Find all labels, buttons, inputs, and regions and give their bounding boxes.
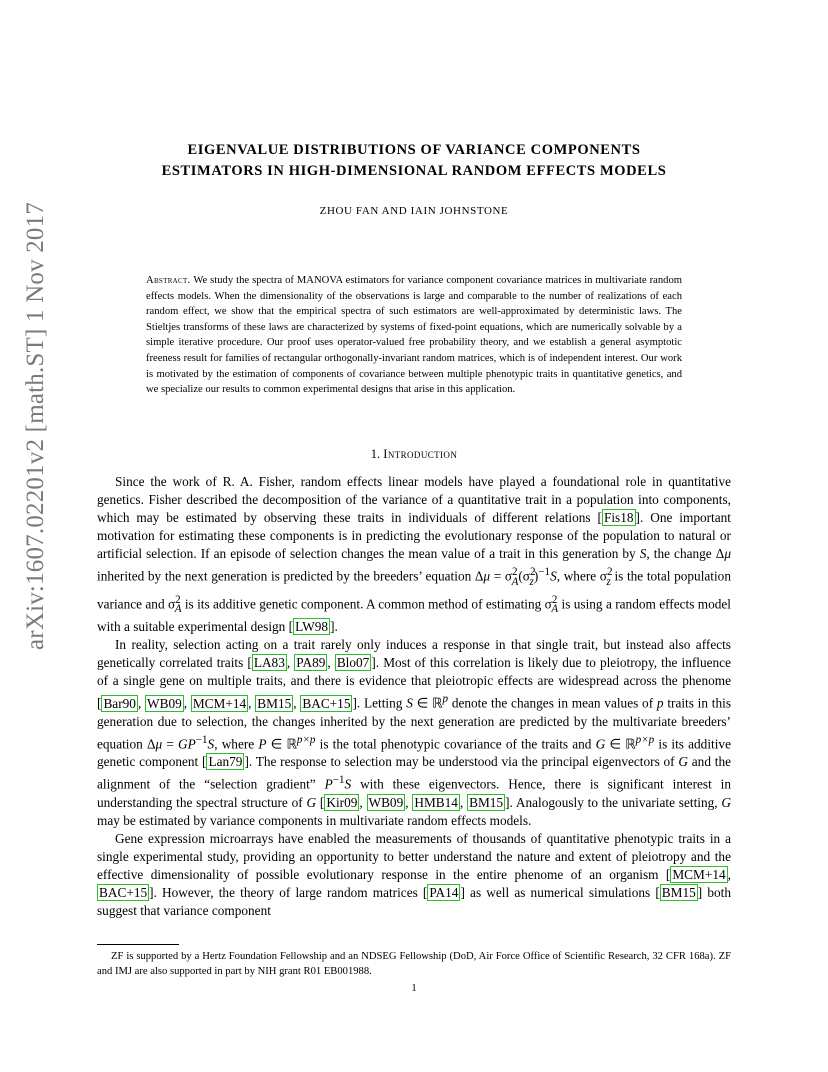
footnote-rule: [97, 944, 179, 945]
citation-link[interactable]: BAC+15: [99, 885, 148, 901]
citation-link[interactable]: BM15: [661, 885, 696, 901]
body-text: [97, 473, 731, 921]
citation-link[interactable]: Lan79: [208, 754, 243, 770]
citation-link[interactable]: PA14: [429, 885, 459, 901]
title-line-2: ESTIMATORS IN HIGH-DIMENSIONAL RANDOM EFFECTS MODELS: [161, 163, 667, 179]
citation-link[interactable]: BM15: [469, 794, 504, 810]
citation-link[interactable]: BAC+15: [302, 695, 351, 711]
page-number: 1: [411, 983, 417, 994]
abstract-label: Abstract.: [146, 275, 191, 286]
arxiv-identifier: arXiv:1607.02201v2 [math.ST] 1 Nov 2017: [22, 201, 49, 650]
abstract-text: We study the spectra of MANOVA estimators for variance component covariance matrices in multivariate random effects models. When the dimensionality of the observations is large and comparable to the number of realizations of each random effect, we show that the empirical spectra of such estimators are well-approximated by deterministic laws. The Stieltjes transforms of these laws are characterized by systems of fixed-point equations, which are numerically solvable by a simple iterative procedure. Our proof uses operator-valued free probability theory, and we establish a general asymptotic freeness result for families of rectangular orthogonally-invariant random matrices, which is of independent interest. Our work is motivated by the estimation of components of covariance between multiple phenotypic traits in quantitative genetics, and we specialize our results to common experimental designs that arise in this application.: [146, 275, 682, 396]
citation-link[interactable]: HMB14: [414, 794, 458, 810]
citation-link[interactable]: Bar90: [103, 695, 136, 711]
citation-link[interactable]: PA89: [296, 655, 326, 670]
citation-link[interactable]: Fis18: [603, 510, 634, 526]
paper-title: [90, 140, 738, 182]
footnote: ZF is supported by a Hertz Foundation Fellowship and an NDSEG Fellowship (DoD, Air Force Office of Scientific Research, 32 CFR 168a). ZF and IMJ are also supported in part by NIH grant R01 EB001988.: [97, 951, 731, 977]
citation-link[interactable]: Kir09: [326, 794, 358, 810]
paragraph-3: Gene expression microarrays have enabled the measurements of thousands of quantitative phenotypic traits in a single experimental study, providing an opportunity to better understand the nature and extent of pleiotropy and the effective dimensionality of possible evolutionary response in the entire phenome of an organism [ MCM+14 , BAC+15 ]. However, the theory of large random matrices [ PA14 ] as well as numerical simulations [ BM15 ] both suggest that variance component: [97, 831, 731, 919]
section-heading: 1. Introduction: [370, 447, 458, 461]
citation-link[interactable]: MCM+14: [192, 695, 247, 711]
paragraph-1: Since the work of R. A. Fisher, random effects linear models have played a foundational role in quantitative genetics. Fisher described the decomposition of the variance of a quantitative trait in a population into components, which may be estimated by observing these traits in individuals of different relations [ Fis18 ]. One important motivation for estimating these components is in predicting the evolutionary response of the population to natural or artificial selection. If an episode of selection changes the mean value of a trait in this generation by S, the change Δμ inherited by the next generation is predicted by the breeders’ equation $\Delta\mu = \sigma^2_A(\sigma^2_z)^{-1}S$, where $\sigma^2_z$ is the total population variance and $\sigma^2_A$ is its additive genetic component. A common method of estimating $\sigma^2_A$ is using a random effects model with a suitable experimental design [ LW98 ].: [97, 474, 731, 634]
citation-link[interactable]: LW98: [295, 618, 329, 634]
citation-link[interactable]: WB09: [147, 695, 182, 711]
citation-link[interactable]: MCM+14: [672, 867, 726, 883]
citation-link[interactable]: Blo07: [336, 655, 370, 670]
authors: ZHOU FAN AND IAIN JOHNSTONE: [319, 205, 509, 217]
citation-link[interactable]: WB09: [368, 794, 404, 810]
paragraph-2: In reality, selection acting on a trait rarely only induces a response in that single trait, but instead also affects genetically correlated traits [ LA83 , PA89 , Blo07 ]. Most of this correlation is likely due to pleiotropy, the influence of a single gene on multiple traits, and there is evidence that pleiotropic effects are widespread across the phenome [ Bar90 , WB09 , MCM+14 , BM15 , BAC+15 ]. Letting S ∈ ℝ$^p$ denote the changes in mean values of p traits in this generation due to selection, the changes inherited by the next generation are predicted by the multivariate breeders’ equation $\Delta\mu = GP^{-1}S$, where P ∈ ℝ$^{p\times p}$ is the total phenotypic covariance of the traits and G ∈ ℝ$^{p\times p}$ is its additive genetic component [ Lan79 ]. The response to selection may be understood via the principal eigenvectors of G and the alignment of the “selection gradient” $P^{-1}S$ with these eigenvectors. Hence, there is significant interest in understanding the spectral structure of G [ Kir09 , WB09 , HMB14 , BM15 ]. Analogously to the univariate setting, G may be estimated by variance components in multivariate random effects models.: [97, 636, 732, 829]
citation-link[interactable]: BM15: [257, 695, 292, 711]
abstract: [146, 273, 682, 398]
citation-link[interactable]: LA83: [253, 655, 285, 670]
title-line-1: EIGENVALUE DISTRIBUTIONS OF VARIANCE COMPONENTS: [187, 142, 641, 158]
